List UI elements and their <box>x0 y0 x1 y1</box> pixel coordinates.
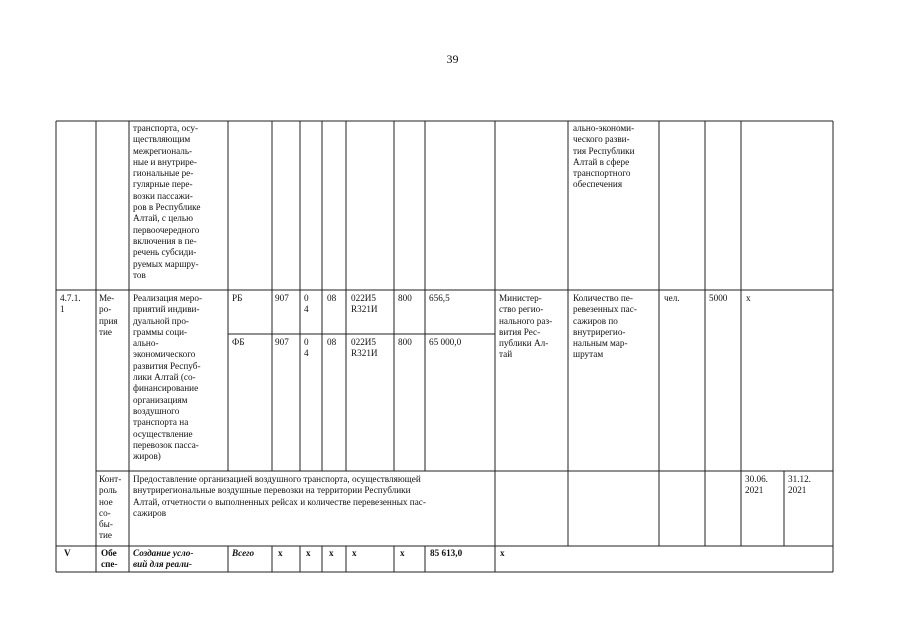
row-v-pr: х <box>329 548 334 558</box>
row-v-rest: х <box>500 548 505 558</box>
row-471-indicator: Количество пе- ревезенных пас- сажиров по внутрирегио- нальным мар- шрутам <box>573 293 637 360</box>
control-event-text: Предоставление организацией воздушного транспорта, осуществляющей внутрирегиональные воздушные перевозки на территории Республики Алтай, отчетности о выполненных рейсах и количестве перевезенных пас- сажиров <box>133 474 426 518</box>
cont-row-name: транспорта, осу- ществляющим межрегиональ- ные и внутрире- гиональные ре- гулярные пере- возки пассажи- ров в Республике Алтай, с целью первоочередного включения в пе- речень субсиди- руемых маршру- тов <box>133 123 201 280</box>
funding-rb-source: РБ <box>232 293 243 303</box>
control-event-date-start: 30.06. 2021 <box>745 474 768 496</box>
row-v-csr: х <box>352 548 357 558</box>
row-v-grbs: х <box>278 548 283 558</box>
row-471-number: 4.7.1. 1 <box>60 293 81 315</box>
page-number: 39 <box>446 52 459 66</box>
funding-fb-grbs: 907 <box>275 337 289 347</box>
funding-rb-grbs: 907 <box>275 293 289 303</box>
row-471-x-mark: х <box>746 293 751 303</box>
funding-fb-amount: 65 000,0 <box>429 337 462 347</box>
row-v-type: Обе спе- <box>101 548 118 570</box>
row-471-type: Ме- ро- прия тие <box>99 293 118 337</box>
row-471-unit: чел. <box>664 293 680 303</box>
row-v-rz: х <box>306 548 311 558</box>
funding-rb-rz: 0 4 <box>304 293 309 315</box>
funding-rb-vr: 800 <box>398 293 412 303</box>
row-v-amount: 85 613,0 <box>430 548 463 558</box>
row-471-name: Реализация меро- приятий индиви- дуальной про- граммы соци- ально- экономического развития Респуб- лики Алтай (со- финансирование организациям воздушного транспорта на осуществление перевозок пасса- жиров) <box>133 293 203 462</box>
cont-row-indicator: ально-экономи- ческого разви- тия Республики Алтай в сфере транспортного обеспечения <box>573 123 635 190</box>
funding-fb-csr: 022И5 R321И <box>351 337 378 359</box>
funding-rb-csr: 022И5 R321И <box>351 293 378 315</box>
row-471-value: 5000 <box>709 293 728 303</box>
row-471-executor: Министер- ство регио- нального раз- вития Рес- публики Ал- тай <box>499 293 553 360</box>
funding-rb-pr: 08 <box>327 293 337 303</box>
row-v-source: Всего <box>232 548 255 558</box>
funding-fb-pr: 08 <box>327 337 337 347</box>
funding-fb-source: ФБ <box>232 337 245 347</box>
row-v-vr: х <box>400 548 405 558</box>
funding-rb-amount: 656,5 <box>429 293 450 303</box>
row-v-name: Создание усло- вий для реали- <box>133 548 194 570</box>
row-v-number: V <box>64 548 71 558</box>
control-event-type: Конт- роль ное со- бы- тие <box>99 474 122 541</box>
funding-fb-vr: 800 <box>398 337 412 347</box>
control-event-date-end: 31.12. 2021 <box>788 474 811 496</box>
funding-fb-rz: 0 4 <box>304 337 309 359</box>
